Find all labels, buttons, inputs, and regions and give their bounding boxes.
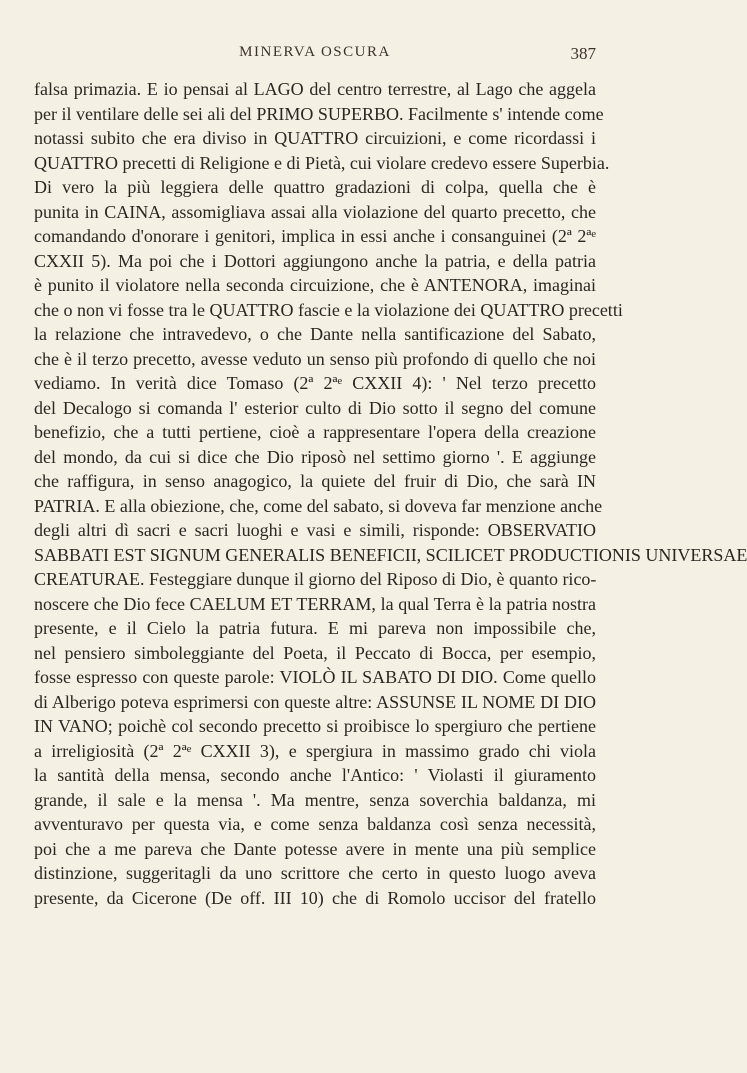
text-line: che raffigura, in senso anagogico, la quiete del fruir di Dio, che sarà IN [34,471,596,491]
text-line: la santità della mensa, secondo anche l'Antico: ' Violasti il giuramento [34,765,596,785]
text-line: la relazione che intravedevo, o che Dante nella santificazione del Sabato, [34,324,596,344]
text-line: comandando d'onorare i genitori, implica in essi anche i consanguinei (2ª 2ªᵉ [34,226,596,246]
text-line: per il ventilare delle sei ali del PRIMO SUPERBO. Facilmente s' intende come [34,103,604,124]
text-line: degli altri dì sacri e sacri luoghi e vasi e simili, risponde: OBSERVATIO [34,520,596,540]
text-line: PATRIA. E alla obiezione, che, come del sabato, si doveva far menzione anche [34,495,603,516]
text-line: di Alberigo poteva esprimersi con queste altre: ASSUNSE IL NOME DI DIO [34,691,596,712]
text-line: grande, il sale e la mensa '. Ma mentre, senza soverchia baldanza, mi [34,789,596,810]
text-line: a irreligiosità (2ª 2ªᵉ CXXII 3), e spergiura in massimo grado chi viola [34,740,596,761]
text-line: fosse espresso con queste parole: VIOLÒ IL SABATO DI DIO. Come quello [34,667,596,687]
text-line: è punito il violatore nella seconda circuizione, che è ANTENORA, imaginai [34,275,596,295]
text-line: del mondo, da cui si dice che Dio riposò nel settimo giorno '. E aggiunge [34,446,596,467]
text-line: del Decalogo si comanda l' esterior culto di Dio sotto il segno del comune [34,397,596,418]
text-line: IN VANO; poichè col secondo precetto si proibisce lo spergiuro che pertiene [34,716,596,736]
text-line: CREATURAE. Festeggiare dunque il giorno del Riposo di Dio, è quanto rico- [34,569,597,589]
text-line: falsa primazia. E io pensai al LAGO del centro terrestre, al Lago che aggela [34,79,596,99]
text-line: vediamo. In verità dice Tomaso (2ª 2ªᵉ CXXII 4): ' Nel terzo precetto [34,373,596,393]
text-line: SABBATI EST SIGNUM GENERALIS BENEFICII, SCILICET PRODUCTIONIS UNIVERSAE [34,544,747,565]
text-line: noscere che Dio fece CAELUM ET TERRAM, la qual Terra è la patria nostra [34,593,596,614]
page-number: 387 [570,44,596,63]
text-line: benefizio, che a tutti pertiene, cioè a rappresentare l'opera della creazione [34,422,596,442]
text-line: che è il terzo precetto, avesse veduto un senso più profondo di quello che noi [34,348,596,369]
text-line: notassi subito che era diviso in QUATTRO circuizioni, e come ricordassi i [34,128,596,148]
text-line: avventuravo per questa via, e come senza baldanza così senza necessità, [34,814,596,834]
text-line: distinzione, suggeritagli da uno scrittore che certo in questo luogo aveva [34,863,596,883]
text-line: CXXII 5). Ma poi che i Dottori aggiungono anche la patria, e della patria [34,250,596,271]
text-line: presente, da Cicerone (De off. III 10) che di Romolo uccisor del fratello [34,887,596,908]
running-title: MINERVA OSCURA [239,44,391,60]
text-line: Di vero la più leggiera delle quattro gradazioni di colpa, quella che è [34,177,596,197]
text-line: punita in CAINA, assomigliava assai alla violazione del quarto precetto, che [34,201,596,222]
body-text [34,77,747,910]
running-head [34,44,596,70]
text-line: QUATTRO precetti di Religione e di Pietà, cui violare credevo essere Superbia. [34,152,610,173]
text-line: poi che a me pareva che Dante potesse avere in mente una più semplice [34,838,596,859]
text-line: nel pensiero simboleggiante del Poeta, il Peccato di Bocca, per esempio, [34,642,596,663]
text-line: presente, e il Cielo la patria futura. E mi pareva non impossibile che, [34,618,596,638]
text-line: che o non vi fosse tra le QUATTRO fascie e la violazione dei QUATTRO precetti [34,299,623,320]
